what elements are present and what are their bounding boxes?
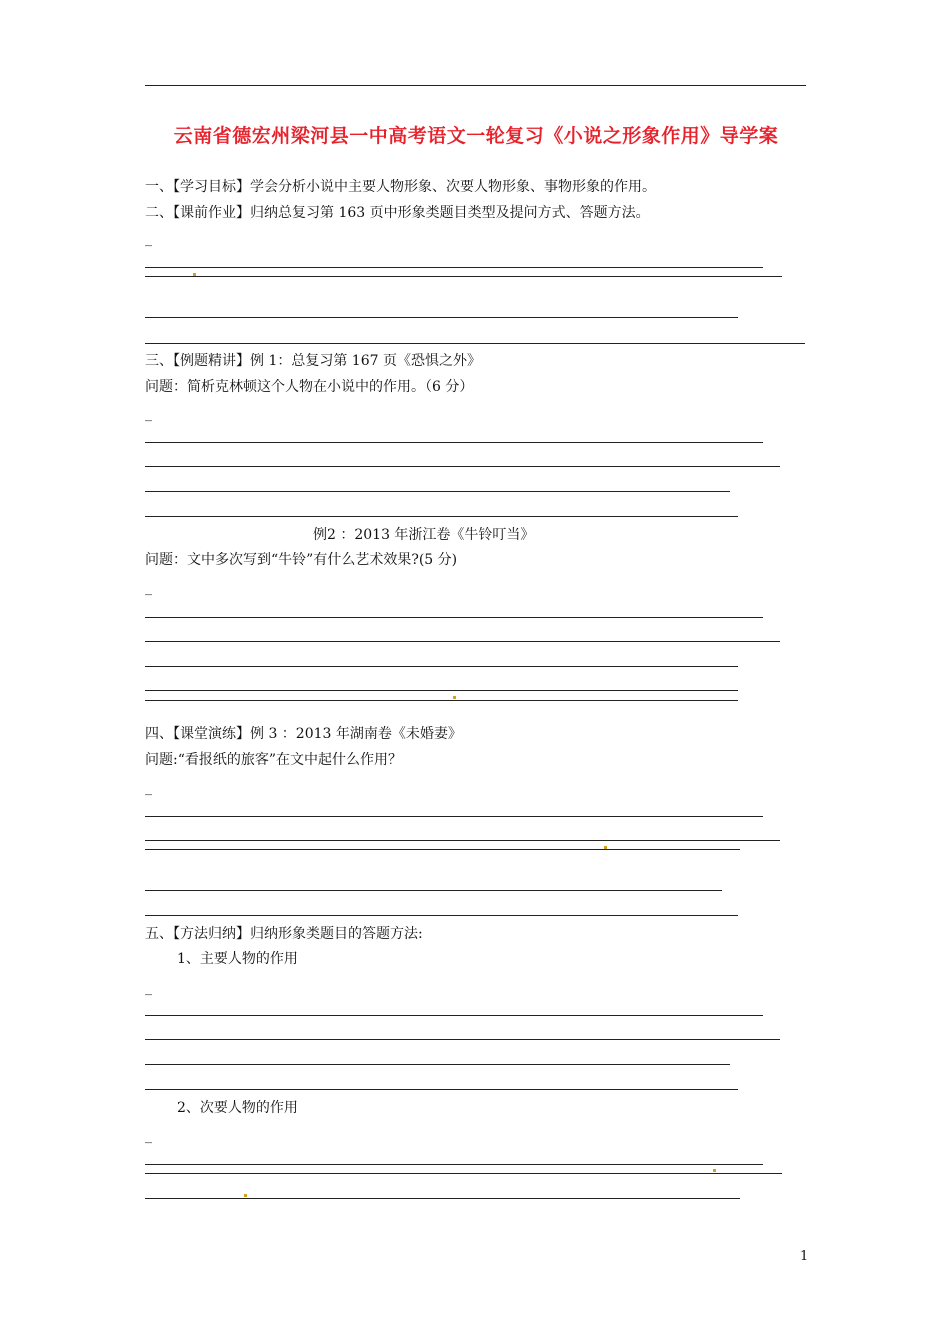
answer-dash: _ — [145, 980, 152, 996]
subsection-2-minor-character: 2、次要人物的作用 — [177, 1100, 298, 1116]
answer-line — [145, 442, 763, 443]
answer-line — [145, 1173, 782, 1174]
scan-speck — [604, 846, 607, 849]
scan-speck — [713, 1169, 716, 1172]
scan-speck — [244, 1194, 247, 1197]
question-2: 问题：文中多次写到“牛铃”有什么艺术效果?(5 分) — [145, 552, 458, 568]
document-title: 云南省德宏州梁河县一中高考语文一轮复习《小说之形象作用》导学案 — [173, 125, 779, 147]
answer-line — [145, 1198, 740, 1199]
answer-line — [145, 849, 740, 850]
answer-line — [145, 1089, 738, 1090]
page-number: 1 — [800, 1249, 809, 1264]
answer-line — [145, 343, 805, 344]
answer-line — [145, 1039, 780, 1040]
header-rule — [145, 85, 806, 86]
question-1: 问题：简析克林顿这个人物在小说中的作用。（6 分） — [145, 379, 474, 395]
answer-dash: _ — [145, 580, 152, 596]
answer-line — [145, 1064, 730, 1065]
scan-speck — [193, 273, 196, 276]
answer-line — [145, 267, 763, 268]
answer-line — [145, 1164, 763, 1165]
question-3: 问题:“看报纸的旅客”在文中起什么作用？ — [145, 752, 403, 768]
answer-dash: _ — [145, 780, 152, 796]
answer-line — [145, 915, 738, 916]
section-3-example-explanation: 三、【例题精讲】例 1：总复习第 167 页《恐惧之外》 — [145, 353, 481, 369]
answer-line — [145, 700, 738, 701]
answer-line — [145, 516, 738, 517]
subsection-1-main-character: 1、主要人物的作用 — [177, 951, 298, 967]
section-1-learning-goals: 一、【学习目标】学会分析小说中主要人物形象、次要人物形象、事物形象的作用。 — [145, 179, 656, 195]
answer-dash: _ — [145, 406, 152, 422]
answer-line — [145, 617, 763, 618]
answer-line — [145, 317, 738, 318]
example-2-heading: 例2 ：2013 年浙江卷《牛铃叮当》 — [313, 527, 535, 543]
answer-line — [145, 1015, 763, 1016]
answer-line — [145, 466, 780, 467]
answer-line — [145, 491, 730, 492]
answer-line — [145, 816, 763, 817]
answer-dash: _ — [145, 231, 152, 247]
answer-line — [145, 890, 722, 891]
answer-line — [145, 666, 738, 667]
answer-line — [145, 276, 782, 277]
answer-line — [145, 840, 780, 841]
section-5-method-summary: 五、【方法归纳】归纳形象类题目的答题方法: — [145, 926, 423, 942]
answer-line — [145, 641, 780, 642]
section-2-preclass-homework: 二、【课前作业】归纳总复习第 163 页中形象类题目类型及提问方式、答题方法。 — [145, 205, 650, 221]
section-4-class-practice: 四、【课堂演练】例 3 ：2013 年湖南卷《未婚妻》 — [145, 726, 462, 742]
scan-speck — [453, 696, 456, 699]
answer-line — [145, 690, 738, 691]
answer-dash: _ — [145, 1128, 152, 1144]
